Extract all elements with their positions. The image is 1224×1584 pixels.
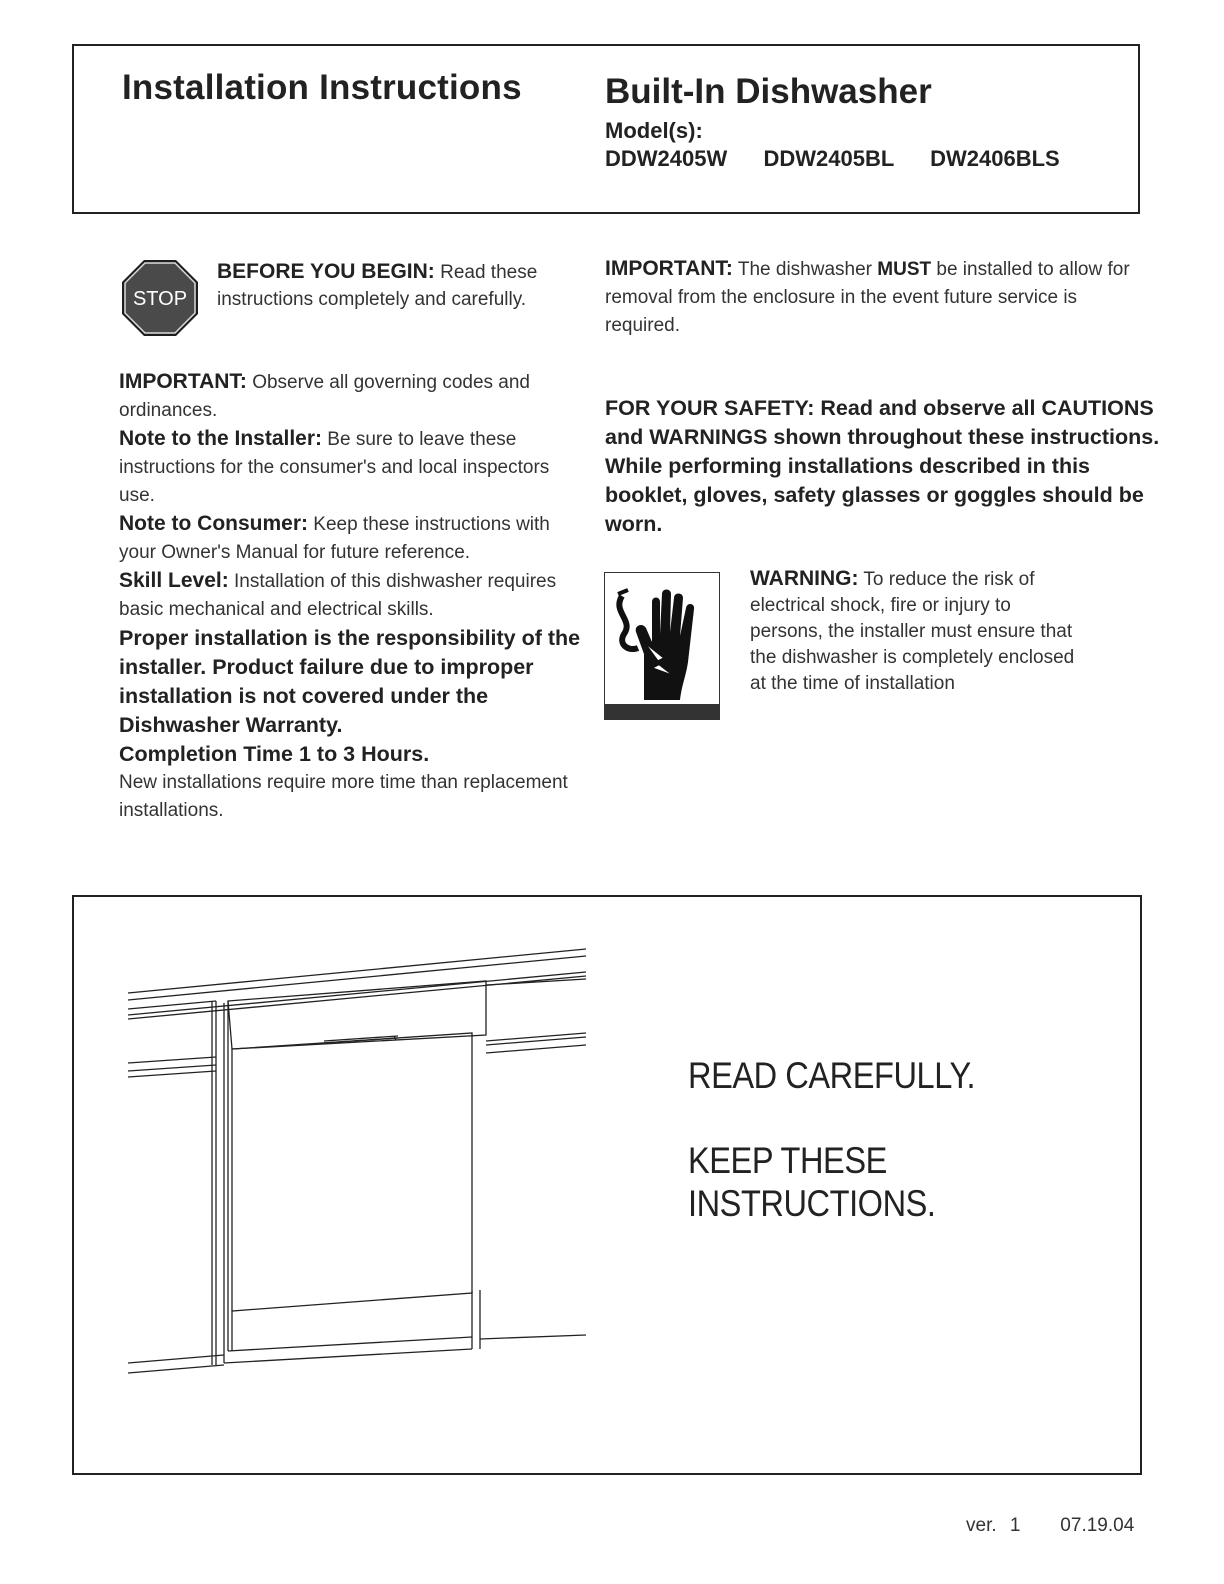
stop-sign-icon <box>120 258 200 338</box>
right-important-post: be installed to allow for removal from the enclosure in the event future service is required. <box>605 259 1130 336</box>
read-carefully-text: READ CAREFULLY. <box>688 1055 976 1096</box>
left-column <box>119 368 589 825</box>
note-installer-paragraph <box>119 425 589 510</box>
important-codes-paragraph <box>119 368 589 425</box>
safety-paragraph: FOR YOUR SAFETY: Read and observe all CAUTIONS and WARNINGS shown throughout these instructions. While performing installations described in this booklet, gloves, safety glasses or goggles should be worn. <box>605 396 1160 536</box>
product-title: Built-In Dishwasher <box>605 72 932 111</box>
note-consumer-paragraph <box>119 510 589 567</box>
consumer-label: Note to Consumer: <box>119 512 308 535</box>
models-list: DDW2405W DDW2405BL DW2406BLS <box>605 146 1060 171</box>
warning-text: To reduce the risk of electrical shock, fire or injury to persons, the installer must ensure that the dishwasher is completely enclosed at the time of installation <box>750 569 1075 694</box>
completion-time-label: Completion Time 1 to 3 Hours. <box>119 742 430 766</box>
right-important-label: IMPORTANT: <box>605 257 733 280</box>
doc-title: Installation Instructions <box>122 68 522 107</box>
skill-label: Skill Level: <box>119 569 229 592</box>
before-begin-text: Read these instructions completely and carefully. <box>217 262 538 310</box>
right-important-must: MUST <box>877 259 932 280</box>
completion-time-text: New installations require more time than replacement installations. <box>119 772 568 821</box>
installer-label: Note to the Installer: <box>119 427 323 450</box>
consumer-text: Keep these instructions with your Owner's Manual for future reference. <box>119 514 550 563</box>
dishwasher-illustration <box>124 945 590 1385</box>
skill-level-paragraph <box>119 567 589 624</box>
keep-these-line2: INSTRUCTIONS. <box>688 1183 936 1224</box>
skill-text: Installation of this dishwasher requires basic mechanical and electrical skills. <box>119 571 557 620</box>
removal-important-paragraph <box>605 255 1145 340</box>
electrical-shock-warning-icon <box>604 572 720 720</box>
version-label: ver. 1 07.19.04 <box>966 1515 1135 1536</box>
important-label: IMPORTANT: <box>119 370 247 393</box>
models-label: Model(s): <box>605 118 703 143</box>
warning-label: WARNING: <box>750 567 859 590</box>
installer-text: Be sure to leave these instructions for the consumer's and local inspectors use. <box>119 429 550 506</box>
right-important-pre: The dishwasher <box>732 259 878 280</box>
responsibility-paragraph: Proper installation is the responsibility of the installer. Product failure due to improper installation is not covered under the Dishwasher Warranty. <box>119 626 581 737</box>
stop-sign-label: STOP <box>132 288 188 310</box>
warning-paragraph <box>750 566 1080 697</box>
keep-these-line1: KEEP THESE <box>688 1140 887 1181</box>
before-you-begin <box>217 258 557 313</box>
important-text: Observe all governing codes and ordinances. <box>119 372 530 421</box>
before-begin-label: BEFORE YOU BEGIN: <box>217 260 435 283</box>
